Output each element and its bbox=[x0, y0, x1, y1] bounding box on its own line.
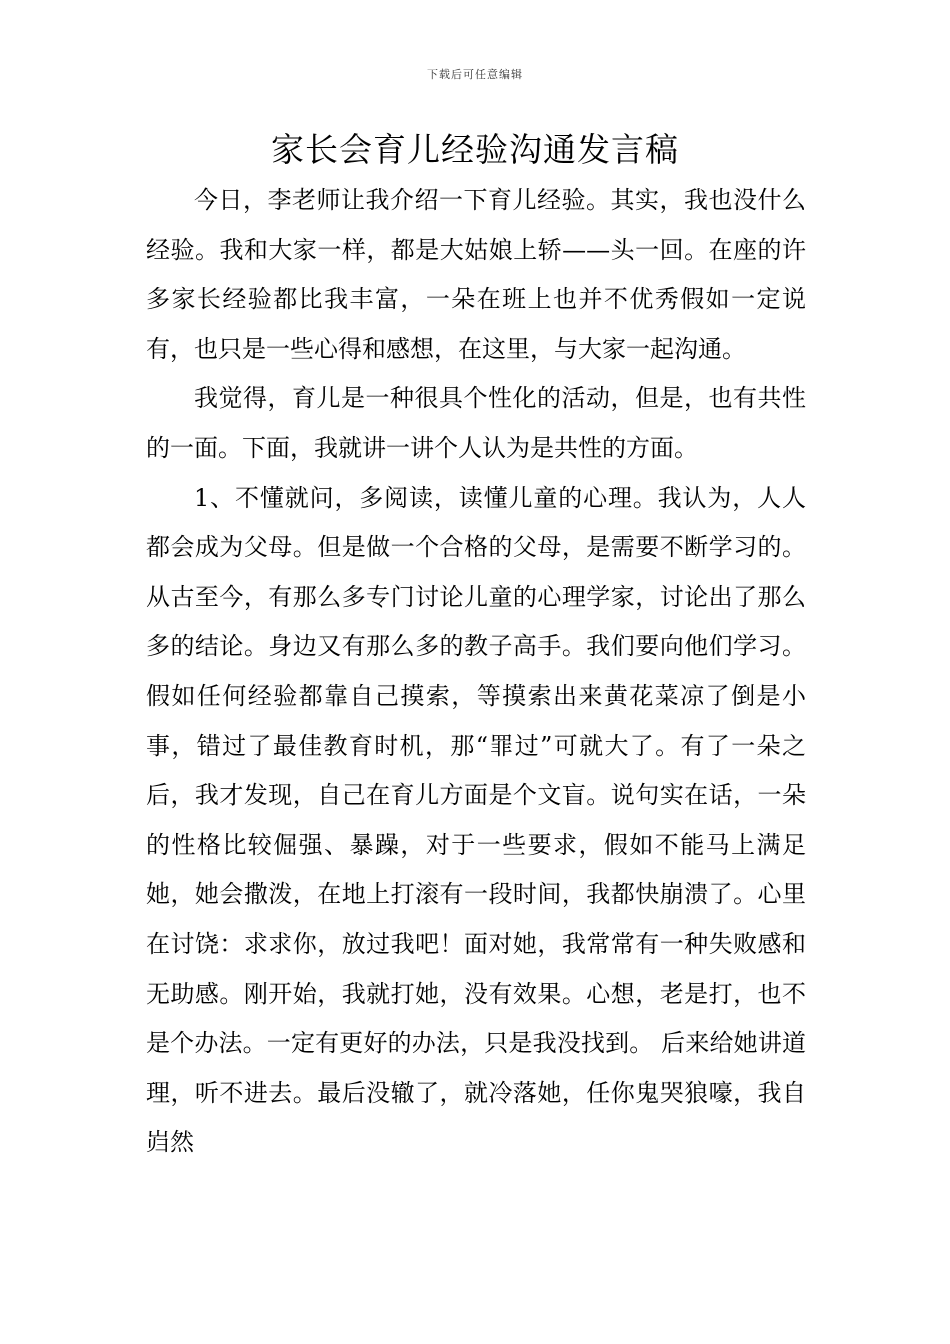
header-note: 下载后可任意编辑 bbox=[427, 68, 523, 81]
paragraph-intro: 今日，李老师让我介绍一下育儿经验。其实，我也没什么经验。我和大家一样，都是大姑娘上轿——头一回。在座的许多家长经验都比我丰富，一朵在班上也并不优秀假如一定说有，也只是一些心得和感想，在这里，与大家一起沟通。 bbox=[146, 186, 806, 363]
document-body bbox=[146, 176, 806, 1168]
document-title: 家长会育儿经验沟通发言稿 bbox=[271, 130, 679, 169]
paragraph-commonality: 我觉得，育儿是一种很具个性化的活动，但是，也有共性的一面。下面，我就讲一讲个人认为是共性的方面。 bbox=[146, 384, 806, 462]
paragraph-point-1: 1、不懂就问，多阅读，读懂儿童的心理。我认为，人人都会成为父母。但是做一个合格的父母，是需要不断学习的。从古至今，有那么多专门讨论儿童的心理学家，讨论出了那么多的结论。身边又有那么多的教子高手。我们要向他们学习。假如任何经验都靠自己摸索，等摸索出来黄花菜凉了倒是小事，错过了最佳教育时机，那“罪过”可就大了。有了一朵之后，我才发现，自己在育儿方面是个文盲。说句实在话，一朵的性格比较倔强、暴躁，对于一些要求，假如不能马上满足她，她会撒泼，在地上打滚有一段时间，我都快崩溃了。心里在讨饶：求求你，放过我吧！面对她，我常常有一种失败感和无助感。刚开始，我就打她，没有效果。心想，老是打，也不是个办法。一定有更好的办法，只是我没找到。 后来给她讲道理，听不进去。最后没辙了，就冷落她，任你鬼哭狼嚎，我自岿然 bbox=[146, 483, 806, 1157]
